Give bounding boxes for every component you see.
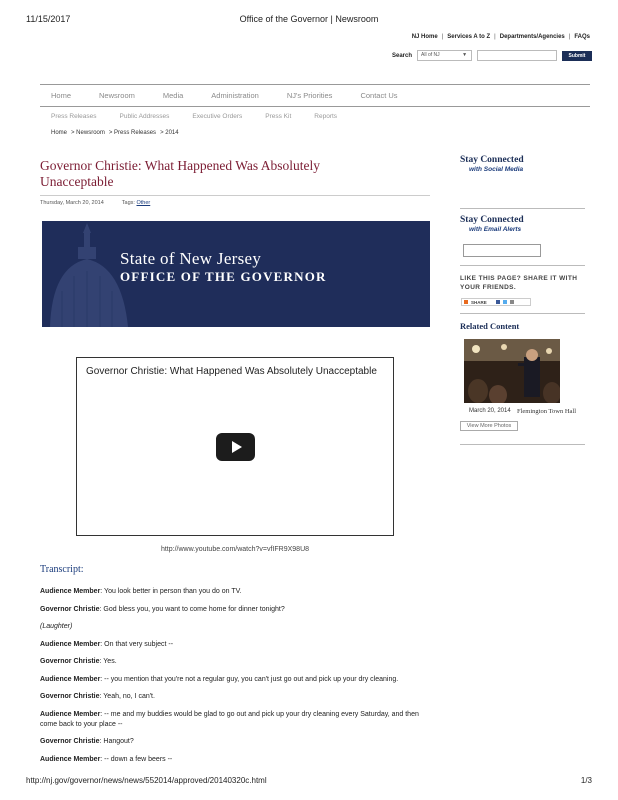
video-embed[interactable] [76,357,394,536]
related-content-heading: Related Content [460,321,520,331]
speaker: Audience Member [40,755,101,763]
speaker: Audience Member [40,675,101,683]
subnav-press-kit[interactable]: Press Kit [265,113,292,120]
transcript-body [40,587,432,772]
search-label: Search [392,52,413,59]
transcript-line [40,587,432,597]
sidebar-divider [460,208,585,209]
line-text: : You look better in person than you do on TV. [100,588,242,595]
governor-banner [42,221,430,327]
banner-state-text: State of New Jersey [120,249,262,268]
transcript-line [40,755,432,765]
breadcrumb [51,130,179,136]
sidebar-divider [460,265,585,266]
transcript-line [40,692,432,702]
banner-office-text: OFFICE OF THE GOVERNOR [120,269,327,284]
utility-nav: NJ Home | Services A to Z | Departments/Agencies | FAQs [411,34,590,40]
article-date: Thursday, March 20, 2014 [40,200,104,206]
facebook-icon[interactable] [496,300,500,304]
town-hall-photo-graphic [464,339,560,403]
email-alerts-block[interactable] [460,215,585,233]
share-plus-icon [464,300,468,304]
view-more-photos-button[interactable]: View More Photos [460,421,518,431]
line-text: (Laughter) [40,623,73,630]
transcript-line [40,657,432,667]
tag-link[interactable]: Other [136,200,151,206]
line-text: : Yes. [99,658,117,665]
nav-contact[interactable]: Contact Us [360,91,398,100]
email-icon[interactable] [510,300,514,304]
nav-home[interactable]: Home [51,91,72,100]
social-subheading[interactable]: with Social Media [469,166,524,173]
transcript-heading: Transcript: [40,564,84,575]
print-footer-url: http://nj.gov/governor/news/news/552014/approved/20140320c.html [26,776,267,785]
search-input[interactable] [477,50,557,61]
nav-media[interactable]: Media [162,91,184,100]
transcript-line [40,675,432,685]
line-text: : Yeah, no, I can't. [99,693,155,700]
main-nav [40,84,590,107]
email-subheading[interactable]: with Email Alerts [469,226,522,233]
photo-date: March 20, 2014 [469,408,511,414]
breadcrumb-newsroom[interactable]: > Newsroom [71,130,105,136]
search-scope-select[interactable] [417,50,472,61]
share-label: SHARE [471,299,487,305]
search-submit-button[interactable]: Submit [562,51,592,61]
line-text: : -- down a few beers -- [100,755,173,763]
print-page-number: 1/3 [580,776,592,785]
article-tags [122,200,150,206]
print-date: 11/15/2017 [26,14,71,24]
transcript-line [40,737,432,747]
social-media-block[interactable] [460,155,585,173]
speaker: Governor Christie [40,738,100,745]
article-meta [40,200,150,206]
video-title[interactable]: Governor Christie: What Happened Was Absolutely Unacceptable [86,366,377,377]
transcript-line [40,605,432,615]
util-link-nj-home[interactable]: NJ Home [411,34,438,40]
transcript-line [40,622,432,632]
search-scope-value: All of NJ [421,52,440,58]
sidebar-divider [460,313,585,314]
tags-label: Tags: [121,200,135,206]
speaker: Governor Christie [40,658,100,665]
nav-administration[interactable]: Administration [211,91,259,100]
photo-caption[interactable]: Flemington Town Hall [517,408,577,415]
speaker: Audience Member [40,640,101,648]
twitter-icon[interactable] [503,300,507,304]
util-link-departments[interactable]: Departments/Agencies [499,34,565,40]
sub-nav [51,113,360,120]
transcript-line [40,640,432,650]
breadcrumb-year[interactable]: > 2014 [160,130,179,136]
social-heading[interactable]: Stay Connected [460,155,524,165]
speaker: Governor Christie [40,693,100,700]
search-bar [392,50,592,61]
speaker: Audience Member [40,588,101,595]
page-title: Governor Christie: What Happened Was Absolutely Unacceptable [40,158,320,189]
breadcrumb-press-releases[interactable]: > Press Releases [108,130,157,136]
line-text: : God bless you, you want to come home for dinner tonight? [99,605,285,613]
speaker: Audience Member [40,710,101,718]
nav-newsroom[interactable]: Newsroom [99,91,135,100]
related-photo[interactable] [464,339,560,403]
email-heading[interactable]: Stay Connected [460,215,524,225]
subnav-public-addresses[interactable]: Public Addresses [119,113,170,120]
line-text: : On that very subject -- [100,640,174,648]
subnav-press-releases[interactable]: Press Releases [51,113,97,120]
line-text: : -- me and my buddies would be glad to go out and pick up your dry cleaning every Saturday, and then come back to your place -- [40,710,419,728]
chevron-down-icon: ▼ [462,52,468,58]
nav-priorities[interactable]: NJ's Priorities [286,91,333,100]
util-link-faqs[interactable]: FAQs [574,34,590,40]
sidebar-divider [460,444,585,445]
title-divider [40,195,430,196]
transcript-line [40,710,432,730]
speaker: Governor Christie [40,605,100,613]
video-url[interactable]: http://www.youtube.com/watch?v=vfIFR9X98U8 [160,546,310,553]
util-link-services[interactable]: Services A to Z [447,34,491,40]
email-field[interactable] [463,244,541,257]
play-icon[interactable] [216,433,255,461]
share-button[interactable] [461,298,531,306]
print-page-title: Office of the Governor | Newsroom [239,14,379,24]
subnav-executive-orders[interactable]: Executive Orders [192,113,243,120]
line-text: : -- you mention that you're not a regular guy, you can't just go out and pick up your dry cleaning. [100,675,399,683]
breadcrumb-home[interactable]: Home [51,130,68,136]
line-text: : Hangout? [99,738,134,745]
share-prompt: LIKE THIS PAGE? SHARE IT WITH YOUR FRIENDS. [460,275,578,291]
subnav-reports[interactable]: Reports [314,113,338,120]
